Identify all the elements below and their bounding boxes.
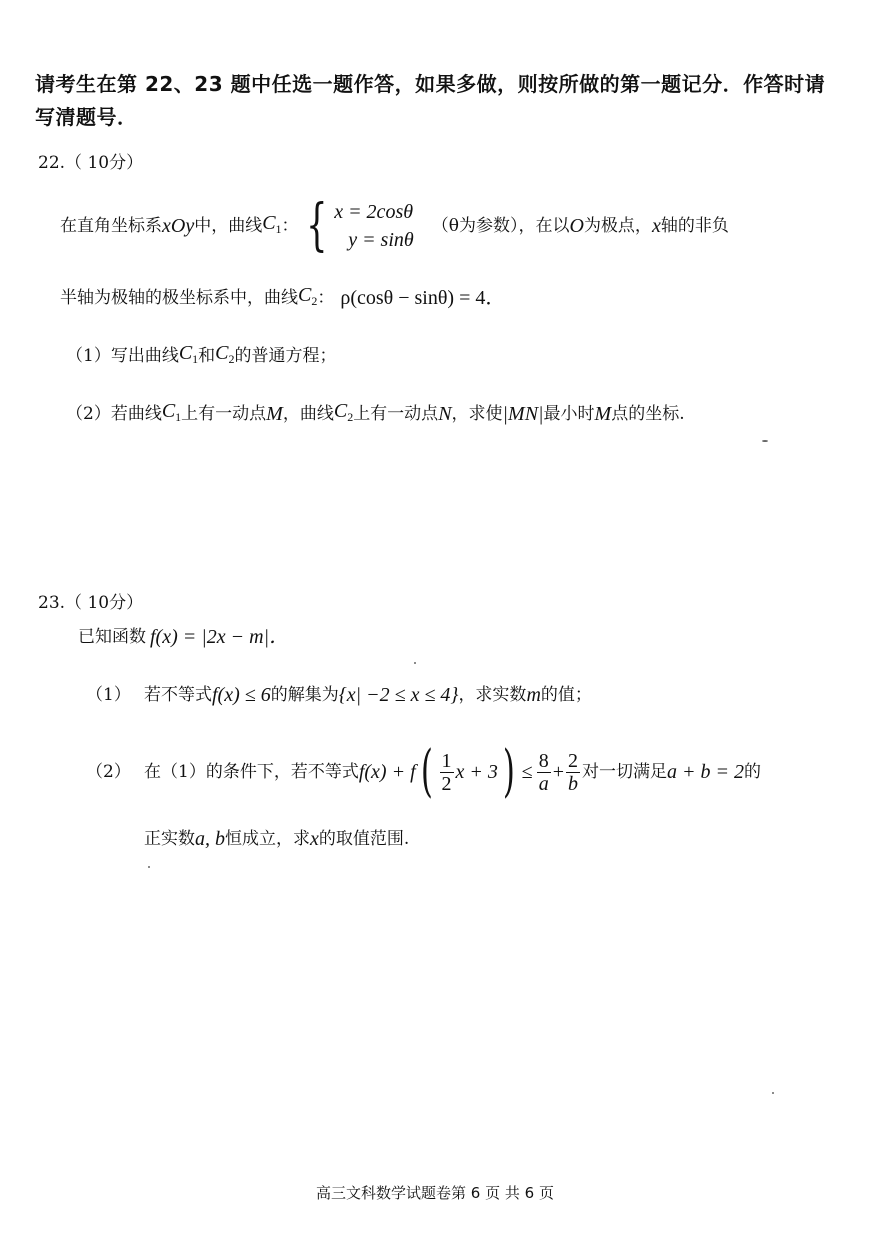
answer-instruction: 请考生在第 22、23 题中任选一题作答，如果多做，则按所做的第一题记分．作答时请写清题号． — [35, 72, 826, 129]
q23-line2-b: 恒成立，求 — [225, 829, 310, 849]
scan-speck — [762, 440, 768, 442]
q22-line2 — [60, 282, 505, 314]
q22-c1: $C_1$ — [262, 212, 282, 236]
q23-part1-label: （1） — [86, 685, 131, 705]
q22-xoy: xOy — [162, 215, 195, 237]
scan-speck — [772, 1092, 774, 1094]
q22-eq-y: y = sinθ — [348, 229, 414, 251]
q23-intro — [78, 624, 289, 650]
q22-c2-colon: ： — [317, 288, 335, 308]
page-footer: 高三文科数学试题卷第 6 页 共 6 页 — [316, 1184, 554, 1202]
q23-function-def: f(x) = |2x − m|． — [150, 626, 290, 648]
q23-m-var: m — [526, 684, 541, 706]
q23-line2-a: 正实数 — [144, 829, 195, 849]
q23-inequality: f(x) ≤ 6 — [212, 684, 271, 706]
q23-a-den: a — [538, 772, 549, 795]
q23-line2-c: 的取值范围. — [318, 829, 410, 849]
q22-part2-c: ，曲线 — [282, 404, 334, 424]
q23-part2-line2 — [144, 826, 409, 852]
q23-inner-expr: x + 3 — [455, 761, 498, 783]
q22-part1 — [66, 340, 337, 372]
q22-part1-b: 和 — [198, 346, 216, 366]
q22-param-system — [334, 198, 414, 254]
q23-part2 — [86, 739, 761, 804]
q22-eq-x: x = 2cosθ — [334, 201, 414, 223]
q23-plus-sign: + — [552, 761, 564, 783]
q22-c2-equation: ρ(cosθ − sinθ) = 4． — [340, 287, 506, 309]
q23-half-fraction — [440, 750, 454, 795]
q23-le-sign: ≤ — [521, 761, 533, 783]
q23-x-var: x — [310, 828, 319, 850]
q22-point-m-2: M — [594, 403, 612, 425]
q23-left-paren: ( — [420, 739, 433, 804]
q22-header: 22.（ 10分） — [38, 153, 144, 173]
q22-part2-e: ，求使 — [451, 404, 503, 424]
q22-part2-c2: $C_2$ — [333, 400, 354, 424]
q23-header: 23.（ 10分） — [38, 593, 144, 613]
q22-part1-label: （1） — [66, 346, 111, 366]
q22-part2-a: 若曲线 — [110, 404, 162, 424]
q22-intro — [60, 193, 729, 258]
q23-part1-d: 的值； — [540, 685, 592, 705]
q22-part2-g: 点的坐标. — [611, 404, 685, 424]
q23-8-num: 8 — [538, 749, 549, 772]
q23-fx-plus-f: f(x) + f — [358, 761, 416, 783]
q23-part2-c: 的 — [744, 762, 761, 782]
q22-param-note: （θ为参数），在以 — [431, 216, 570, 236]
q22-distance-mn: |MN| — [502, 403, 544, 425]
q23-part2-a: 在（1）的条件下，若不等式 — [144, 762, 359, 782]
q23-right-paren: ) — [502, 739, 515, 804]
q23-8-over-a — [537, 750, 551, 795]
q22-part2-d: 上有一动点 — [353, 404, 439, 424]
q22-pole-o: O — [569, 215, 584, 237]
q23-part2-label: （2） — [86, 762, 131, 782]
scan-speck — [414, 662, 416, 664]
q23-intro-text: 已知函数 — [78, 627, 146, 647]
q23-ab-vars: a, b — [195, 828, 225, 850]
q22-part2-f: 最小时 — [543, 404, 595, 424]
q23-half-num: 1 — [441, 749, 452, 772]
q22-point-m: M — [266, 403, 283, 425]
q23-solution-set: {x| −2 ≤ x ≤ 4} — [338, 684, 459, 706]
q23-2-num: 2 — [568, 749, 578, 772]
q23-b-den: b — [568, 772, 578, 795]
q22-intro-mid: 中，曲线 — [194, 216, 263, 236]
q23-half-den: 2 — [441, 772, 452, 795]
q22-intro-prefix: 在直角坐标系 — [60, 216, 162, 236]
q22-part2-b: 上有一动点 — [181, 404, 267, 424]
q22-part1-a: 写出曲线 — [110, 346, 179, 366]
q23-part1-c: ，求实数 — [458, 685, 527, 705]
q23-2-over-b — [566, 750, 580, 795]
q22-part2 — [66, 398, 685, 430]
q22-x-var: x — [651, 215, 661, 237]
q22-part2-c1: $C_1$ — [161, 400, 182, 424]
q22-part1-c: 的普通方程； — [234, 346, 337, 366]
q22-system-brace: { — [305, 193, 328, 258]
q23-ab-condition: a + b = 2 — [667, 761, 744, 783]
q22-pole-text: 为极点， — [583, 216, 652, 236]
q22-point-n: N — [438, 403, 452, 425]
q22-axis-tail: 轴的非负 — [660, 216, 729, 236]
q22-part1-c2: $C_2$ — [215, 342, 235, 366]
q23-part2-b: 对一切满足 — [582, 762, 667, 782]
q22-c2: $C_2$ — [298, 284, 318, 308]
q22-part1-c1: $C_1$ — [178, 342, 199, 366]
q23-part1-a: 若不等式 — [144, 685, 212, 705]
q22-line2-prefix: 半轴为极轴的极坐标系中，曲线 — [60, 288, 298, 308]
q23-part1 — [86, 682, 592, 708]
scan-speck — [148, 866, 150, 868]
q22-colon: ： — [281, 216, 299, 236]
q23-part1-b: 的解集为 — [270, 685, 339, 705]
q22-part2-label: （2） — [66, 404, 111, 424]
